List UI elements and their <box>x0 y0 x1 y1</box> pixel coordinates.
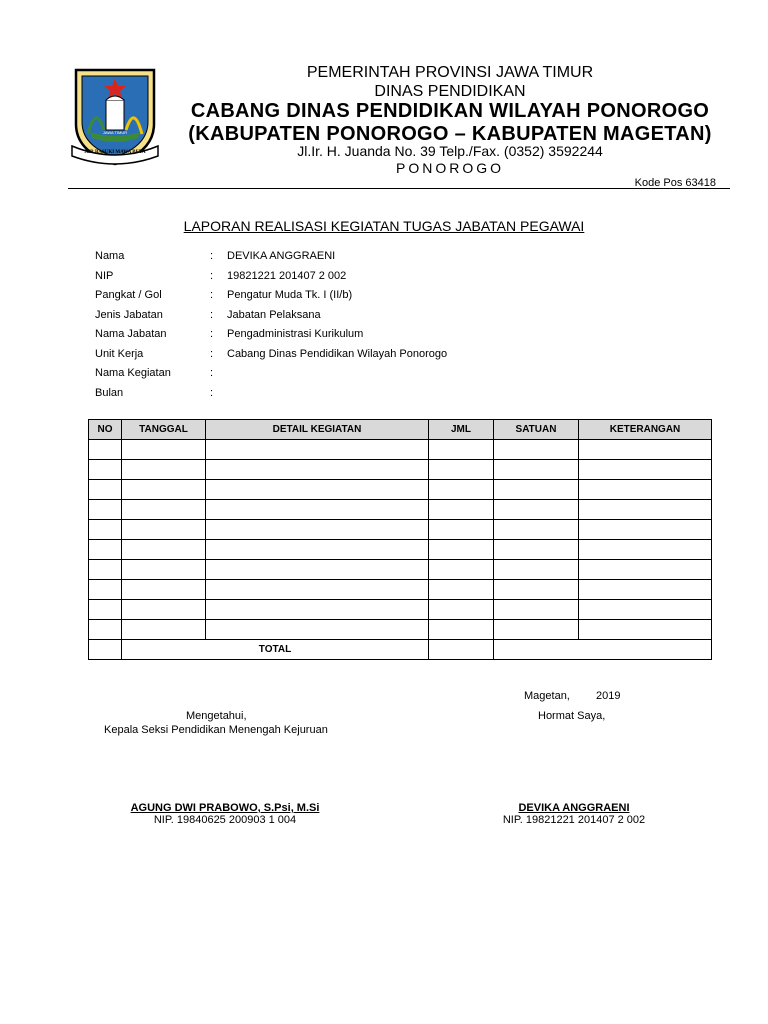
table-row <box>89 560 712 580</box>
unit-cell[interactable] <box>494 500 579 520</box>
remarks-cell[interactable] <box>579 580 712 600</box>
unit-cell[interactable] <box>494 540 579 560</box>
date-cell[interactable] <box>122 620 206 640</box>
total-no-cell <box>89 640 122 660</box>
quantity-cell[interactable] <box>429 520 494 540</box>
left-signer-name: AGUNG DWI PRABOWO, S.Psi, M.Si <box>130 802 320 814</box>
date-cell[interactable] <box>122 520 206 540</box>
letterhead-divider <box>68 188 730 189</box>
identity-row-position-type <box>95 309 547 329</box>
quantity-cell[interactable] <box>429 460 494 480</box>
unit-cell[interactable] <box>494 480 579 500</box>
no-cell[interactable] <box>89 560 122 580</box>
total-label: TOTAL <box>122 640 429 660</box>
identity-colon: : <box>210 367 214 379</box>
column-header-activity-detail: DETAIL KEGIATAN <box>206 420 429 440</box>
quantity-cell[interactable] <box>429 560 494 580</box>
identity-row-month <box>95 387 547 407</box>
identity-label: NIP <box>95 269 114 282</box>
column-header-no: NO <box>89 420 122 440</box>
table-row <box>89 520 712 540</box>
identity-row-nip <box>95 270 547 290</box>
unit-cell[interactable] <box>494 460 579 480</box>
identity-label: Bulan <box>95 386 124 399</box>
activity-detail-cell[interactable] <box>206 520 429 540</box>
date-cell[interactable] <box>122 440 206 460</box>
identity-row-position-name <box>95 328 547 348</box>
identity-colon: : <box>210 386 214 399</box>
unit-cell[interactable] <box>494 620 579 640</box>
identity-row-name <box>95 250 547 270</box>
remarks-cell[interactable] <box>579 600 712 620</box>
table-row <box>89 500 712 520</box>
table-row <box>89 600 712 620</box>
government-name: PEMERINTAH PROVINSI JAWA TIMUR <box>306 64 594 81</box>
quantity-cell[interactable] <box>429 600 494 620</box>
column-header-quantity: JML <box>429 420 494 440</box>
acknowledger-title: Kepala Seksi Pendidikan Menengah Kejuruan <box>104 724 328 736</box>
unit-cell[interactable] <box>494 580 579 600</box>
table-body <box>89 440 712 660</box>
table-row <box>89 460 712 480</box>
identity-label: Pangkat / Gol <box>95 289 162 301</box>
regencies-label: (KABUPATEN PONOROGO – KABUPATEN MAGETAN) <box>188 123 712 145</box>
quantity-cell[interactable] <box>429 500 494 520</box>
identity-label: Jenis Jabatan <box>95 308 163 321</box>
right-signer-name: DEVIKA ANGGRAENI <box>518 802 630 814</box>
quantity-cell[interactable] <box>429 480 494 500</box>
respectfully-label: Hormat Saya, <box>538 710 606 722</box>
no-cell[interactable] <box>89 600 122 620</box>
logo-motto: JER BASUKI MAWA BEYA <box>84 150 146 155</box>
quantity-cell[interactable] <box>429 540 494 560</box>
remarks-cell[interactable] <box>579 440 712 460</box>
unit-cell[interactable] <box>494 560 579 580</box>
unit-cell[interactable] <box>494 600 579 620</box>
no-cell[interactable] <box>89 580 122 600</box>
agency-name: DINAS PENDIDIKAN <box>374 83 526 100</box>
date-cell[interactable] <box>122 540 206 560</box>
column-header-remarks: KETERANGAN <box>579 420 712 440</box>
east-java-emblem-logo <box>66 64 164 168</box>
acknowledged-label: Mengetahui, <box>186 710 247 722</box>
date-cell[interactable] <box>122 580 206 600</box>
date-cell[interactable] <box>122 460 206 480</box>
quantity-cell[interactable] <box>429 440 494 460</box>
no-cell[interactable] <box>89 520 122 540</box>
activity-detail-cell[interactable] <box>206 440 429 460</box>
unit-cell[interactable] <box>494 440 579 460</box>
branch-office-name: CABANG DINAS PENDIDIKAN WILAYAH PONOROGO <box>190 100 710 122</box>
activity-detail-cell[interactable] <box>206 620 429 640</box>
table-row <box>89 620 712 640</box>
remarks-cell[interactable] <box>579 560 712 580</box>
document-title <box>0 218 768 234</box>
identity-value: Pengatur Muda Tk. I (II/b) <box>227 289 353 301</box>
year-label: 2019 <box>596 690 621 702</box>
activity-detail-cell[interactable] <box>206 500 429 520</box>
office-city: PONOROGO <box>395 160 504 176</box>
remarks-cell[interactable] <box>579 540 712 560</box>
identity-colon: : <box>210 347 214 360</box>
total-row <box>89 640 712 660</box>
identity-colon: : <box>210 308 214 321</box>
table-row <box>89 540 712 560</box>
activity-detail-cell[interactable] <box>206 460 429 480</box>
office-address: Jl.Ir. H. Juanda No. 39 Telp./Fax. (0352) 3592244 <box>297 143 603 159</box>
identity-row-work-unit <box>95 348 547 368</box>
identity-colon: : <box>210 269 214 282</box>
no-cell[interactable] <box>89 480 122 500</box>
no-cell[interactable] <box>89 440 122 460</box>
remarks-cell[interactable] <box>579 480 712 500</box>
remarks-cell[interactable] <box>579 520 712 540</box>
identity-value <box>227 367 547 387</box>
logo-province-label: JAWA TIMUR <box>102 130 128 135</box>
no-cell[interactable] <box>89 540 122 560</box>
left-signature-block <box>80 802 370 826</box>
table-row <box>89 480 712 500</box>
remarks-cell[interactable] <box>579 460 712 480</box>
unit-cell[interactable] <box>494 520 579 540</box>
identity-value: Jabatan Pelaksana <box>227 308 321 321</box>
no-cell[interactable] <box>89 500 122 520</box>
quantity-cell[interactable] <box>429 620 494 640</box>
identity-row-activity <box>95 367 547 387</box>
identity-value: Pengadministrasi Kurikulum <box>227 328 364 340</box>
identity-colon: : <box>210 289 214 301</box>
right-signature-block <box>430 802 718 826</box>
activity-detail-cell[interactable] <box>206 540 429 560</box>
identity-label: Unit Kerja <box>95 347 144 360</box>
identity-value: Cabang Dinas Pendidikan Wilayah Ponorogo <box>227 347 448 360</box>
column-header-date: TANGGAL <box>122 420 206 440</box>
date-cell[interactable] <box>122 600 206 620</box>
total-quantity-cell[interactable] <box>429 640 494 660</box>
identity-colon: : <box>210 250 214 262</box>
date-cell[interactable] <box>122 500 206 520</box>
identity-value <box>227 387 547 407</box>
table-header-row <box>89 420 712 440</box>
identity-label: Nama Jabatan <box>95 328 167 340</box>
identity-label: Nama Kegiatan <box>95 367 171 379</box>
date-cell[interactable] <box>122 560 206 580</box>
quantity-cell[interactable] <box>429 580 494 600</box>
activity-detail-cell[interactable] <box>206 480 429 500</box>
postal-code: Kode Pos 63418 <box>634 177 716 189</box>
left-signer-nip: NIP. 19840625 200903 1 004 <box>153 814 297 826</box>
employee-identity <box>95 250 547 406</box>
activity-detail-cell[interactable] <box>206 600 429 620</box>
identity-row-rank <box>95 289 547 309</box>
activity-table <box>88 419 712 660</box>
document-title-text: LAPORAN REALISASI KEGIATAN TUGAS JABATAN PEGAWAI <box>183 218 585 234</box>
table-row <box>89 440 712 460</box>
no-cell[interactable] <box>89 620 122 640</box>
identity-value: DEVIKA ANGGRAENI <box>227 250 336 262</box>
identity-label: Nama <box>95 250 125 262</box>
column-header-unit: SATUAN <box>494 420 579 440</box>
remarks-cell[interactable] <box>579 620 712 640</box>
activity-detail-cell[interactable] <box>206 580 429 600</box>
table-row <box>89 580 712 600</box>
activity-detail-cell[interactable] <box>206 560 429 580</box>
remarks-cell[interactable] <box>579 500 712 520</box>
no-cell[interactable] <box>89 460 122 480</box>
date-cell[interactable] <box>122 480 206 500</box>
identity-value: 19821221 201407 2 002 <box>227 269 347 282</box>
identity-colon: : <box>210 328 214 340</box>
place-label: Magetan, <box>524 690 570 702</box>
total-remarks-cell <box>494 640 712 660</box>
right-signer-nip: NIP. 19821221 201407 2 002 <box>502 814 646 826</box>
